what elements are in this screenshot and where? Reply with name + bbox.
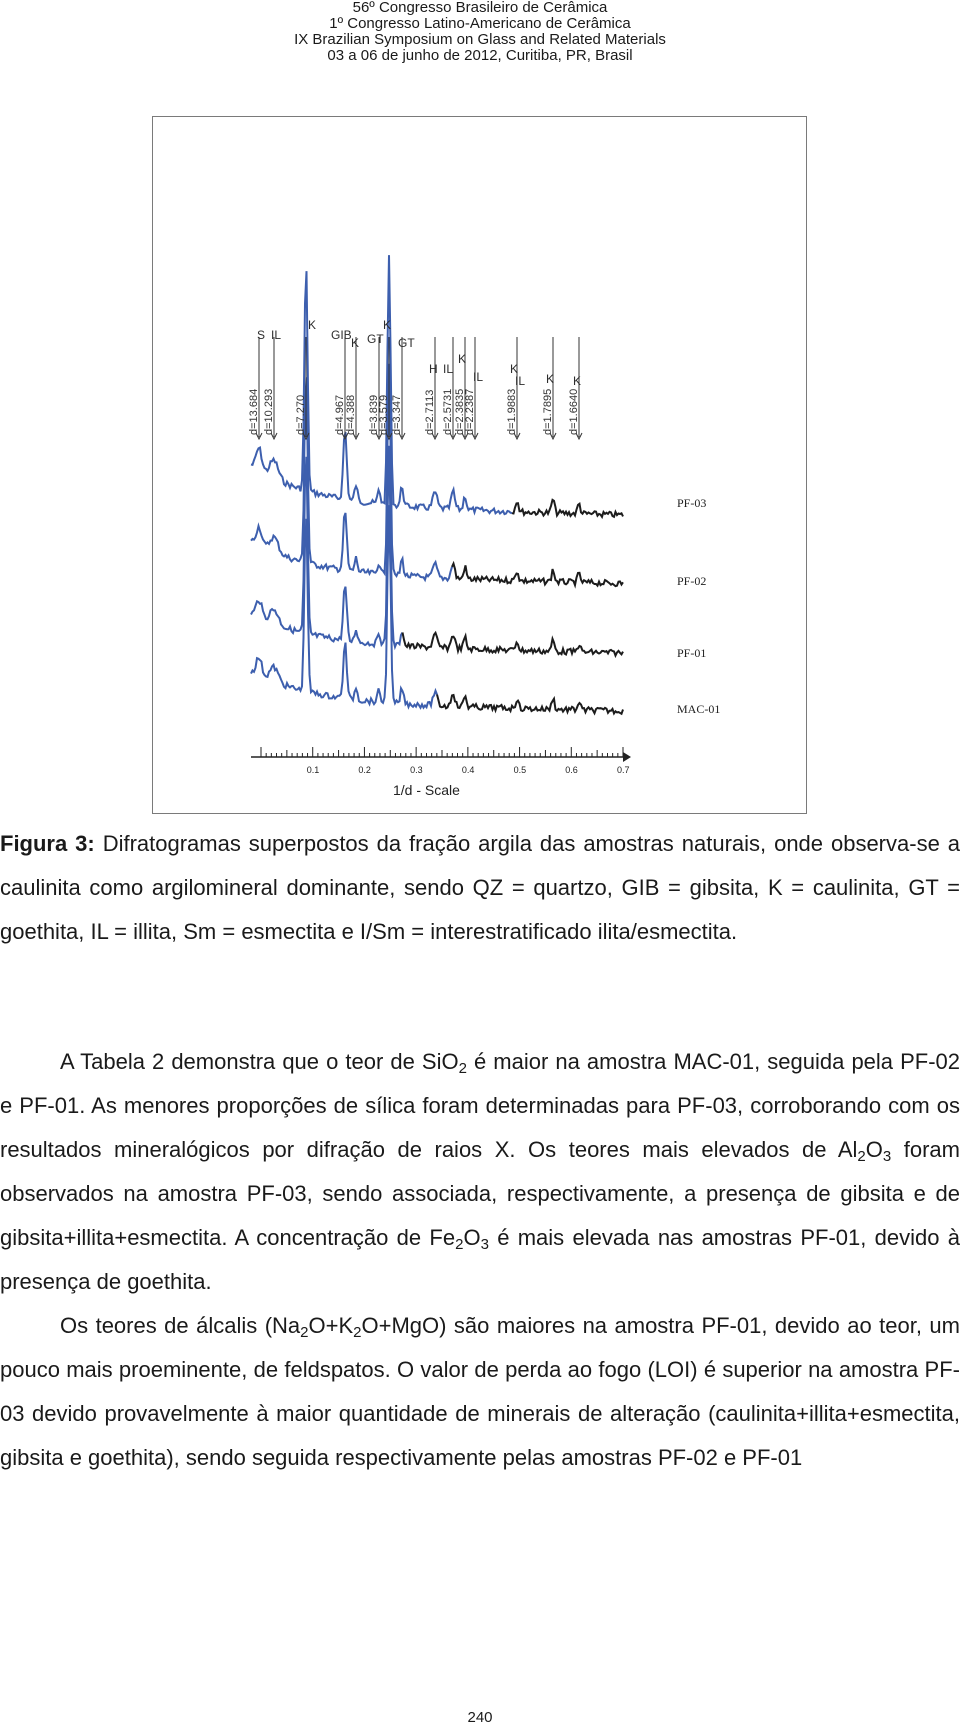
p1-sub-1: 2 <box>458 1060 467 1077</box>
p1-sub-5: 3 <box>480 1236 489 1253</box>
series-label-pf02: PF-02 <box>677 574 707 588</box>
p1-text-b: é maior na amostra MAC-01, seguida pela PF-02 e PF-01. As menores proporções de sílica foram determinadas para PF-03, corroborando com os resultados mineralógicos por difração de raios X. Os teores mais elevados de Al <box>0 1049 960 1162</box>
d-spacing-label: d=7.270 <box>295 394 307 435</box>
d-spacing-label: d=13.684 <box>248 388 260 435</box>
mineral-label: K <box>546 372 555 386</box>
p1-sub-3: 3 <box>882 1148 892 1165</box>
congress-header <box>0 0 960 64</box>
p1-text-c: O <box>865 1137 883 1162</box>
d-spacing-label: d=1.6640 <box>568 388 580 435</box>
mac01-trace-black <box>437 695 623 714</box>
d-spacing-label: d=1.9883 <box>506 388 518 435</box>
p1-sub-4: 2 <box>455 1236 464 1253</box>
paragraph-2 <box>0 1304 960 1480</box>
mineral-label: IL <box>473 370 484 384</box>
body-text <box>0 1040 960 1480</box>
d-spacing-label: d=2.7113 <box>424 389 436 435</box>
mineral-label: IL <box>515 374 526 388</box>
x-tick-label: 0.5 <box>513 765 527 775</box>
pf02-trace-black <box>452 564 623 587</box>
series-label-pf01: PF-01 <box>677 646 707 660</box>
header-line-4: 03 a 06 de junho de 2012, Curitiba, PR, Brasil <box>327 47 633 64</box>
p1-sub-2: 2 <box>857 1148 866 1165</box>
mineral-label: IL <box>443 362 454 376</box>
x-axis <box>251 747 631 775</box>
p1-text-a: A Tabela 2 demonstra que o teor de SiO <box>60 1049 459 1074</box>
x-tick-label: 0.6 <box>565 765 578 775</box>
mineral-label: GT <box>367 332 384 346</box>
page-number: 240 <box>467 1709 493 1726</box>
d-spacing-label: d=2.3835 <box>454 388 466 435</box>
peak-markers <box>248 318 582 439</box>
pf01-trace-black <box>403 633 624 656</box>
pf03-trace-blue <box>251 255 512 514</box>
pf03-trace-black <box>512 500 623 517</box>
d-spacing-label: d=4.388 <box>345 394 357 435</box>
d-spacing-label: d=2.2387 <box>464 388 476 435</box>
figure-caption <box>0 822 960 954</box>
mineral-label: K <box>573 374 582 388</box>
mineral-label: S <box>257 328 266 342</box>
d-spacing-label: d=1.7895 <box>542 388 554 435</box>
header-line-1: 56º Congresso Brasileiro de Cerâmica <box>352 0 608 16</box>
p1-text-d: foram observados na amostra PF-03, sendo associada, respectivamente, a presença de gibsita e de gibsita+illita+esmectita. A concentração de Fe <box>0 1137 960 1250</box>
diffraction-traces <box>251 255 623 714</box>
mineral-label: K <box>351 336 360 350</box>
x-tick-label: 0.7 <box>617 765 630 775</box>
x-axis-title: 1/d - Scale <box>393 782 460 798</box>
mineral-label: H <box>429 362 438 376</box>
header-line-3: IX Brazilian Symposium on Glass and Related Materials <box>294 31 666 48</box>
paragraph-1 <box>0 1040 960 1304</box>
x-tick-label: 0.2 <box>358 765 371 775</box>
p1-text-f: é mais elevada nas amostras PF-01, devido à presença de goethita. <box>0 1225 960 1294</box>
mineral-label: K <box>383 318 392 332</box>
mineral-label: K <box>510 362 519 376</box>
caption-text: Difratogramas superpostos da fração argila das amostras naturais, onde observa-se a caulinita como argilomineral dominante, sendo QZ = quartzo, GIB = gibsita, K = caulinita, GT = goethita, IL = illita, Sm = esmectita e I/Sm = interestratificado ilita/esmectita. <box>0 831 960 944</box>
d-spacing-label: d=3.839 <box>368 394 380 435</box>
d-spacing-label: d=4.967 <box>334 394 346 435</box>
mineral-label: K <box>308 318 317 332</box>
x-tick-label: 0.4 <box>461 765 475 775</box>
series-label-pf03: PF-03 <box>677 496 707 510</box>
xrd-diffractogram <box>153 117 806 813</box>
p2-text-c: O+MgO) são maiores na amostra PF-01, devido ao teor, um pouco mais proeminente, de feldspatos. O valor de perda ao fogo (LOI) é superior na amostra PF-03 devido provavelmente à maior quantidade de minerais de alteração (caulinita+illita+esmectita, gibsita e goethita), sendo seguida respectivamente pelas amostras PF-02 e PF-01 <box>0 1313 960 1470</box>
mineral-label: GIB <box>331 328 352 342</box>
x-tick-label: 0.3 <box>410 765 423 775</box>
caption-label: Figura 3: <box>0 831 95 856</box>
xrd-figure <box>152 116 807 814</box>
mineral-label: K <box>458 352 467 366</box>
x-tick-label: 0.1 <box>306 765 320 775</box>
p2-text-a: Os teores de álcalis (Na <box>60 1313 301 1338</box>
header-line-2: 1º Congresso Latino-Americano de Cerâmica <box>329 15 631 32</box>
d-spacing-label: d=10.293 <box>263 388 275 435</box>
p2-sub-2: 2 <box>353 1324 362 1341</box>
d-spacing-label: d=3.347 <box>391 394 403 435</box>
p1-text-e: O <box>463 1225 481 1250</box>
d-spacing-label: d=2.5731 <box>442 388 454 435</box>
p2-sub-1: 2 <box>300 1324 309 1341</box>
p2-text-b: O+K <box>308 1313 354 1338</box>
series-label-mac01: MAC-01 <box>677 702 721 716</box>
mineral-label: IL <box>271 328 282 342</box>
mineral-label: GT <box>398 336 415 350</box>
x-axis-arrow <box>623 752 631 762</box>
d-spacing-label: d=3.579 <box>378 394 390 435</box>
pf01-trace-blue <box>251 446 403 647</box>
